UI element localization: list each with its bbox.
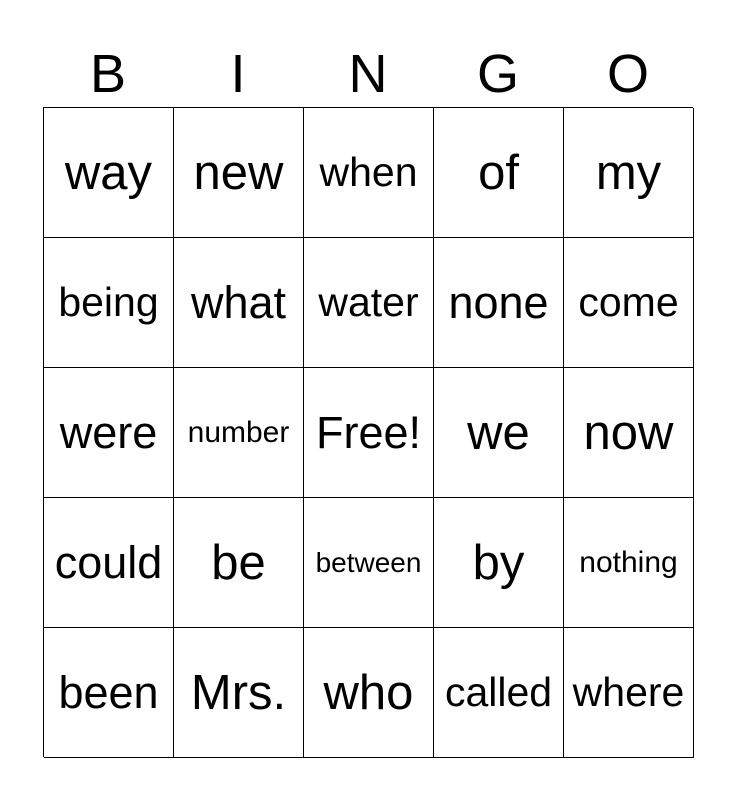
cell-word: number: [187, 415, 290, 449]
cell-word: when: [319, 149, 418, 195]
cell-word: way: [64, 145, 153, 200]
cell-word: water: [318, 279, 419, 325]
cell-word: come: [578, 279, 679, 325]
bingo-cell[interactable]: [434, 498, 564, 628]
cell-word: my: [595, 145, 662, 200]
bingo-cell[interactable]: [174, 238, 304, 368]
cell-word: none: [448, 276, 549, 328]
bingo-cell[interactable]: [44, 238, 174, 368]
bingo-cell[interactable]: [174, 628, 304, 758]
cell-word: now: [583, 405, 674, 460]
cell-word: new: [193, 145, 284, 200]
cell-word: Mrs.: [190, 665, 287, 720]
bingo-cell[interactable]: [174, 368, 304, 498]
bingo-cell[interactable]: [44, 108, 174, 238]
cell-word: were: [59, 406, 158, 458]
header-letter-n: N: [348, 44, 388, 104]
bingo-cell[interactable]: [434, 628, 564, 758]
cell-word: being: [58, 279, 159, 325]
bingo-cell[interactable]: [44, 368, 174, 498]
cell-word: we: [467, 405, 530, 460]
cell-word: of: [478, 145, 519, 200]
cell-word: by: [472, 535, 525, 590]
cell-word: called: [444, 669, 553, 715]
bingo-board: [43, 107, 693, 757]
free-space-cell[interactable]: [304, 368, 434, 498]
cell-word: be: [211, 535, 266, 590]
bingo-cell[interactable]: [174, 108, 304, 238]
bingo-cell[interactable]: [304, 108, 434, 238]
bingo-cell[interactable]: [304, 238, 434, 368]
bingo-cell[interactable]: [564, 628, 694, 758]
header-letter-g: G: [476, 44, 519, 104]
cell-word: between: [315, 546, 422, 578]
cell-word: where: [572, 669, 685, 715]
header-letter-i: I: [230, 44, 246, 104]
cell-word: could: [54, 536, 163, 588]
bingo-cell[interactable]: [564, 108, 694, 238]
bingo-cell[interactable]: [564, 498, 694, 628]
cell-word: nothing: [579, 545, 678, 579]
bingo-cell[interactable]: [434, 238, 564, 368]
free-space-label: Free!: [315, 406, 422, 458]
bingo-header: [43, 40, 693, 108]
bingo-cell[interactable]: [304, 498, 434, 628]
bingo-cell[interactable]: [174, 498, 304, 628]
cell-word: been: [58, 666, 159, 718]
bingo-cell[interactable]: [434, 368, 564, 498]
cell-word: what: [190, 276, 287, 328]
header-letter-o: O: [606, 44, 649, 104]
bingo-cell[interactable]: [44, 498, 174, 628]
bingo-cell[interactable]: [564, 368, 694, 498]
bingo-cell[interactable]: [434, 108, 564, 238]
bingo-cell[interactable]: [564, 238, 694, 368]
header-letter-b: B: [89, 44, 127, 104]
cell-word: who: [323, 665, 414, 720]
bingo-cell[interactable]: [304, 628, 434, 758]
bingo-cell[interactable]: [44, 628, 174, 758]
